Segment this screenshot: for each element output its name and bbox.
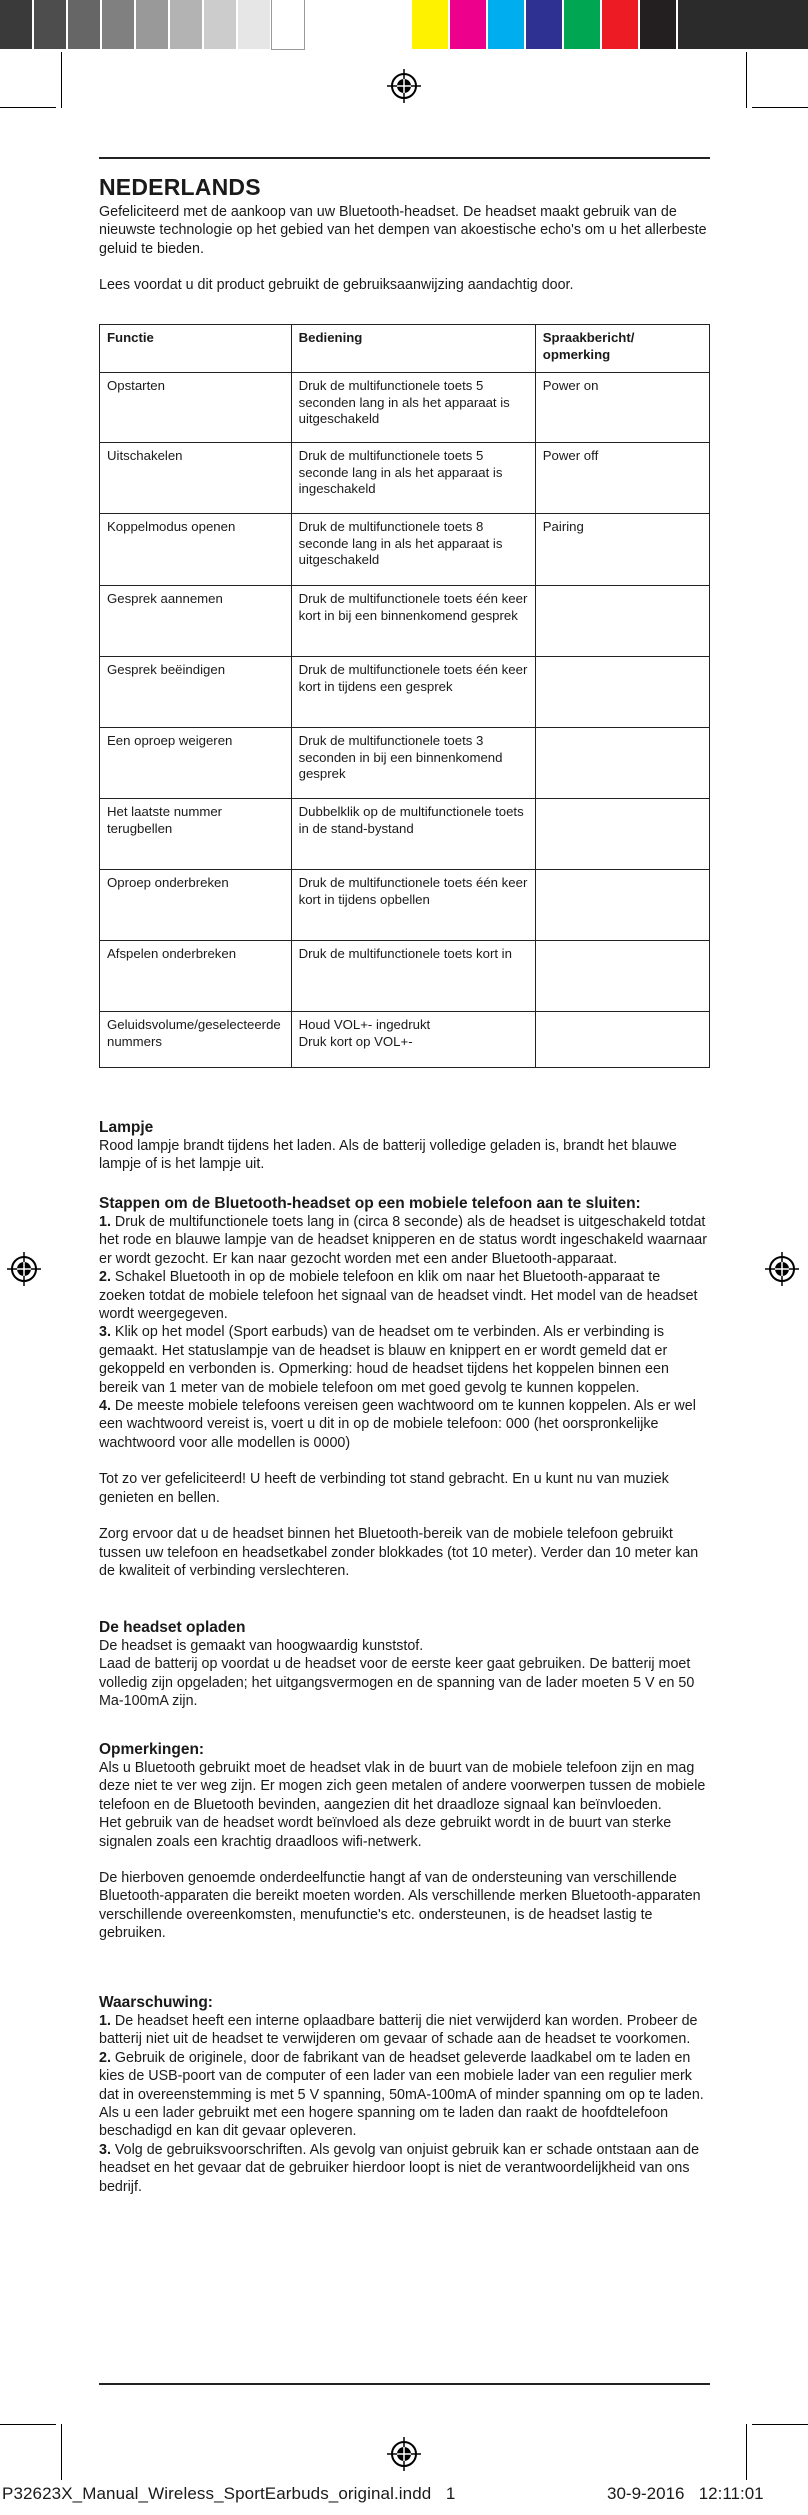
table-cell-bediening: Druk de multifunctionele toets 5 seconden lang in als het apparaat is uitgeschakeld: [291, 373, 535, 443]
crop-mark: [0, 107, 56, 108]
color-swatch: [488, 0, 524, 49]
warning-number: 1.: [99, 2013, 111, 2029]
table-cell-opmerking: Pairing: [535, 514, 709, 586]
warning-text: Gebruik de originele, door de fabrikant van de headset geleverde laadkabel om te laden en kies de USB-poort van de computer of een lader van een mobiele lader van een regulier merk dat in overeenstemming is met 5 V spanning, 50mA-100mA of minder spanning om op te laden. Als u een lader gebruikt met een hogere spanning om te laden dan raakt de hoofdtelefoon beschadigd en kan dit gevaar opleveren.: [99, 2049, 704, 2140]
registration-mark-left-icon: [7, 1252, 41, 1286]
table-cell-opmerking: [535, 586, 709, 657]
bottom-rule: [99, 2383, 710, 2385]
table-cell-functie: Gesprek aannemen: [100, 586, 292, 657]
print-slug-date: [607, 2484, 764, 2504]
table-cell-bediening-line: Houd VOL+- ingedrukt: [298, 1017, 431, 1032]
crop-mark: [746, 52, 747, 108]
section-stappen: [99, 1194, 710, 1580]
step-item: [99, 1213, 710, 1268]
table-cell-bediening: Druk de multifunctionele toets één keer kort in tijdens opbellen: [291, 870, 535, 941]
gray-swatch: [0, 0, 32, 49]
section-waarschuwing: [99, 1993, 710, 2196]
slug-date: 30-9-2016: [607, 2484, 685, 2503]
table-header-functie: Functie: [100, 325, 292, 373]
table-row: [100, 514, 710, 586]
section-text: De headset is gemaakt van hoogwaardig kunststof.: [99, 1638, 424, 1654]
registration-mark-right-icon: [765, 1252, 799, 1286]
warning-number: 3.: [99, 2141, 111, 2158]
slug-page: 1: [445, 2484, 456, 2503]
table-cell-bediening: Druk de multifunctionele toets 5 seconde lang in als het apparaat is ingeschakeld: [291, 443, 535, 514]
step-item: [99, 1268, 710, 1323]
table-cell-bediening: Druk de multifunctionele toets één keer kort in tijdens een gesprek: [291, 657, 535, 728]
color-swatch: [640, 0, 676, 49]
table-cell-opmerking: [535, 728, 709, 799]
registration-mark-bottom-icon: [387, 2437, 421, 2471]
section-text: Zorg ervoor dat u de headset binnen het Bluetooth-bereik van de mobiele telefoon gebruikt tussen uw telefoon en headsetkabel zonder blokkades (tot 10 meter). Verder dan 10 meter kan de kwaliteit of verbinding verslechteren.: [99, 1526, 699, 1579]
gray-swatch: [102, 0, 134, 49]
table-cell-functie: Oproep onderbreken: [100, 870, 292, 941]
table-cell-opmerking: [535, 1012, 709, 1068]
warning-number: 2.: [99, 2049, 111, 2066]
slug-time: 12:11:01: [698, 2484, 764, 2503]
table-row: [100, 586, 710, 657]
step-item: [99, 1397, 710, 1452]
warning-item: [99, 2141, 710, 2196]
intro-paragraph: Gefeliciteerd met de aankoop van uw Bluetooth-headset. De headset maakt gebruik van de nieuwste technologie op het gebied van het dempen van akoestische echo's om u het allerbeste geluid te bieden.: [99, 204, 707, 257]
table-row: [100, 373, 710, 443]
table-cell-bediening: Druk de multifunctionele toets 3 seconden in bij een binnenkomend gesprek: [291, 728, 535, 799]
table-row: [100, 1012, 710, 1068]
table-cell-opmerking: [535, 941, 709, 1012]
section-title: Lampje: [99, 1119, 154, 1136]
table-cell-functie: Koppelmodus openen: [100, 514, 292, 586]
table-row: [100, 941, 710, 1012]
registration-mark-top-icon: [387, 69, 421, 103]
table-cell-bediening: [291, 1012, 535, 1068]
color-swatch: [602, 0, 638, 49]
gray-swatch: [238, 0, 270, 49]
section-title: Stappen om de Bluetooth-headset op een mobiele telefoon aan te sluiten:: [99, 1195, 641, 1212]
section-title: Waarschuwing:: [99, 1994, 213, 2011]
table-cell-functie: Het laatste nummer terugbellen: [100, 799, 292, 870]
crop-mark: [0, 2424, 56, 2425]
crop-mark: [752, 2424, 808, 2425]
intro-instruction: Lees voordat u dit product gebruikt de gebruiksaanwijzing aandachtig door.: [99, 277, 574, 294]
warning-item: [99, 2049, 710, 2141]
table-cell-bediening: Druk de multifunctionele toets één keer kort in bij een binnenkomend gesprek: [291, 586, 535, 657]
color-swatch: [450, 0, 486, 49]
section-opladen: [99, 1618, 710, 1711]
section-text: De hierboven genoemde onderdeelfunctie hangt af van de ondersteuning van verschillende Bluetooth-apparaten die bereikt moeten worden. Als verschillende merken Bluetooth-apparaten verschillende overeenkomsten, menufunctie's etc. ondersteunen, is de headset lastig te gebruiken.: [99, 1870, 701, 1942]
section-text: Laad de batterij op voordat u de headset voor de eerste keer gaat gebruiken. De batterij moet volledig zijn opgeladen; het uitgangsvermogen en de spanning van de lader moeten 5 V en 50 Ma-100mA zijn.: [99, 1656, 695, 1710]
section-text: Tot zo ver gefeliciteerd! U heeft de verbinding tot stand gebracht. En u kunt nu van muziek genieten en bellen.: [99, 1471, 669, 1506]
table-header-bediening: Bediening: [291, 325, 535, 373]
table-row: [100, 728, 710, 799]
table-header-opmerking: Spraakbericht/ opmerking: [535, 325, 709, 373]
table-cell-bediening-line: Druk kort op VOL+-: [298, 1033, 413, 1049]
page-title: NEDERLANDS: [99, 174, 261, 200]
table-row: [100, 443, 710, 514]
color-swatch: [678, 0, 808, 49]
gray-swatch: [272, 0, 304, 49]
table-cell-bediening: Druk de multifunctionele toets 8 seconde lang in als het apparaat is uitgeschakeld: [291, 514, 535, 586]
crop-mark: [752, 107, 808, 108]
warning-item: [99, 2012, 710, 2049]
gray-swatch: [136, 0, 168, 49]
color-swatch: [526, 0, 562, 49]
table-cell-opmerking: [535, 657, 709, 728]
section-title: De headset opladen: [99, 1619, 246, 1636]
table-cell-functie: Een oproep weigeren: [100, 728, 292, 799]
warning-text: De headset heeft een interne oplaadbare batterij die niet verwijderd kan worden. Probeer de batterij niet uit de headset te verwijderen om gevaar of schade aan de headset te voorkomen.: [99, 2013, 698, 2048]
step-text: Schakel Bluetooth in op de mobiele telefoon en klik om naar het Bluetooth-apparaat te zoeken totdat de mobiele telefoon het signaal van de headset vindt. Het model van de headset wordt weergegeven.: [99, 1269, 698, 1323]
step-number: 1.: [99, 1214, 111, 1230]
crop-mark: [61, 52, 62, 108]
table-row: [100, 799, 710, 870]
table-cell-bediening: Dubbelklik op de multifunctionele toets in de stand-bystand: [291, 799, 535, 870]
step-text: De meeste mobiele telefoons vereisen geen wachtwoord om te kunnen koppelen. Als er wel een wachtwoord vereist is, voert u dit in op de mobiele telefoon: 000 (het oorspronkelijke wachtwoord voor alle modellen is 0000): [99, 1398, 696, 1451]
section-opmerkingen: [99, 1740, 710, 1943]
section-text: Als u Bluetooth gebruikt moet de headset vlak in de buurt van de mobiele telefoon zijn en mag deze niet te ver weg zijn. Er mogen zich geen metalen of andere voorwerpen tussen de mobiele telefoon en de Bluetooth bevinden, aangezien dit het draadloze signaal kan beïnvloeden.: [99, 1760, 706, 1813]
table-row: [100, 870, 710, 941]
table-cell-opmerking: Power off: [535, 443, 709, 514]
step-number: 4.: [99, 1398, 111, 1415]
intro-section: [99, 173, 710, 295]
gray-swatch: [204, 0, 236, 49]
table-cell-functie: Afspelen onderbreken: [100, 941, 292, 1012]
table-row: [100, 657, 710, 728]
function-table: [99, 324, 710, 1068]
gray-swatch: [68, 0, 100, 49]
step-number: 3.: [99, 1324, 111, 1341]
top-rule: [99, 157, 710, 159]
gray-swatch: [34, 0, 66, 49]
gray-swatch: [170, 0, 202, 49]
section-lampje: [99, 1118, 710, 1174]
table-cell-functie: Gesprek beëindigen: [100, 657, 292, 728]
table-cell-opmerking: [535, 799, 709, 870]
section-text: Rood lampje brandt tijdens het laden. Als de batterij volledige geladen is, brandt het blauwe lampje of is het lampje uit.: [99, 1138, 677, 1173]
color-swatch: [412, 0, 448, 49]
step-item: [99, 1323, 710, 1397]
step-number: 2.: [99, 1269, 111, 1286]
table-header-row: [100, 325, 710, 373]
table-cell-functie: Geluidsvolume/geselecteerde nummers: [100, 1012, 292, 1068]
step-text: Druk de multifunctionele toets lang in (circa 8 seconde) als de headset is uitgeschakeld totdat het rode en blauwe lampje van de headset knipperen en de status wordt ingeschakeld waarnaar er wordt gezocht. Er kan naar gezocht worden met een ander Bluetooth-apparaat.: [99, 1214, 708, 1267]
table-cell-opmerking: [535, 870, 709, 941]
print-slug: [2, 2484, 455, 2504]
step-text: Klik op het model (Sport earbuds) van de headset om te verbinden. Als er verbinding is gemaakt. Het statuslampje van de headset is blauw en knippert en er wordt gemeld dat er gekoppeld en verbonden is. Opmerking: houd de headset tijdens het koppelen binnen een bereik van 1 meter van de mobiele telefoon om met goed gevolg te kunnen koppelen.: [99, 1324, 669, 1396]
section-text: Het gebruik van de headset wordt beïnvloed als deze gebruikt wordt in de buurt van sterke signalen zoals een krachtig draadloos wifi-netwerk.: [99, 1815, 672, 1850]
slug-filename: P32623X_Manual_Wireless_SportEarbuds_original.indd: [2, 2484, 432, 2503]
section-title: Opmerkingen:: [99, 1741, 205, 1758]
table-cell-opmerking: Power on: [535, 373, 709, 443]
crop-mark: [61, 2424, 62, 2480]
table-cell-functie: Uitschakelen: [100, 443, 292, 514]
table-cell-functie: Opstarten: [100, 373, 292, 443]
table-cell-bediening: Druk de multifunctionele toets kort in: [291, 941, 535, 1012]
warning-text: Volg de gebruiksvoorschriften. Als gevolg van onjuist gebruik kan er schade ontstaan aan de headset en het gevaar dat de gebruiker hierdoor loopt is niet de verantwoordelijkheid van ons bedrijf.: [99, 2141, 700, 2195]
color-swatch: [564, 0, 600, 49]
crop-mark: [746, 2424, 747, 2480]
